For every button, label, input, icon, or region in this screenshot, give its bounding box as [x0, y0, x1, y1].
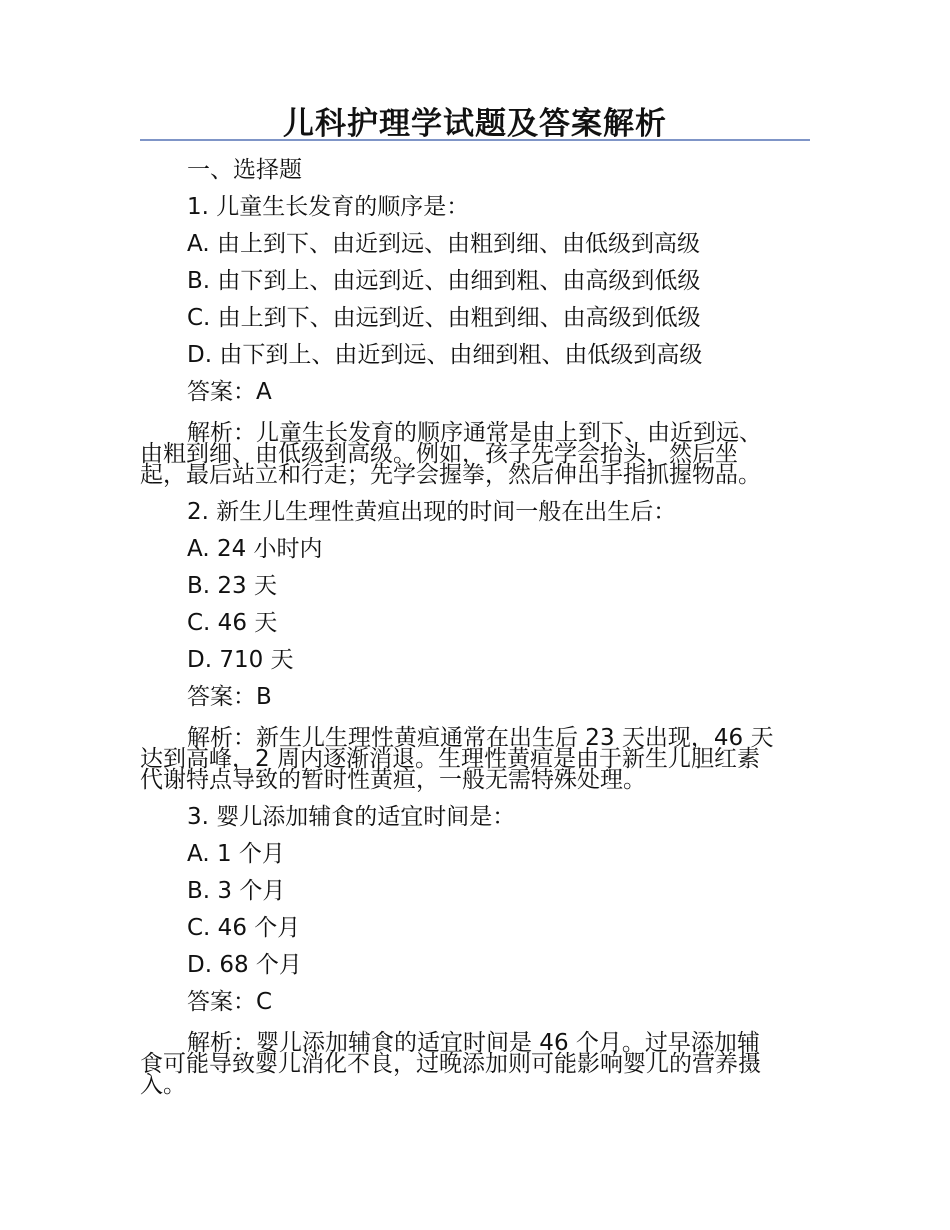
question-text: 2. 新生儿生理性黄疸出现的时间一般在出生后： [187, 499, 677, 525]
analysis-line: 解析：儿童生长发育的顺序通常是由上到下、由近到远、 [187, 420, 762, 446]
question-text: 1. 儿童生长发育的顺序是： [187, 194, 470, 220]
analysis-line: 代谢特点导致的暂时性黄疸，一般无需特殊处理。 [140, 767, 646, 793]
document-body [140, 152, 810, 1104]
question-block-2 [140, 494, 810, 799]
option-d: D. 由下到上、由近到远、由细到粗、由低级到高级 [187, 342, 703, 368]
question-block-1 [140, 189, 810, 494]
option-c: C. 由上到下、由远到近、由粗到细、由高级到低级 [187, 305, 701, 331]
option-a: A. 1 个月 [187, 841, 285, 867]
question-block-3 [140, 799, 810, 1104]
question-text: 3. 婴儿添加辅食的适宜时间是： [187, 804, 516, 830]
analysis-line: 解析：婴儿添加辅食的适宜时间是 46 个月。过早添加辅 [187, 1030, 760, 1056]
answer-text: 答案：A [187, 379, 272, 405]
analysis-line: 达到高峰，2 周内逐渐消退。生理性黄疸是由于新生儿胆红素 [140, 746, 760, 772]
option-d: D. 68 个月 [187, 952, 302, 978]
option-b: B. 23 天 [187, 573, 277, 599]
option-c: C. 46 天 [187, 610, 278, 636]
page-title: 儿科护理学试题及答案解析 [283, 106, 667, 142]
analysis-text [140, 411, 810, 494]
option-a: A. 24 小时内 [187, 536, 323, 562]
analysis-line: 起，最后站立和行走；先学会握拳，然后伸出手指抓握物品。 [140, 462, 761, 488]
option-c: C. 46 个月 [187, 915, 301, 941]
analysis-line: 食可能导致婴儿消化不良，过晚添加则可能影响婴儿的营养摄 [140, 1051, 761, 1077]
section-heading: 一、选择题 [187, 157, 302, 183]
analysis-line: 解析：新生儿生理性黄疸通常在出生后 23 天出现，46 天 [187, 725, 774, 751]
analysis-text [140, 716, 810, 799]
title-underline [140, 139, 810, 141]
answer-text: 答案：C [187, 989, 273, 1015]
analysis-line: 由粗到细、由低级到高级。例如，孩子先学会抬头，然后坐 [140, 441, 738, 467]
option-a: A. 由上到下、由近到远、由粗到细、由低级到高级 [187, 231, 700, 257]
option-b: B. 3 个月 [187, 878, 286, 904]
option-d: D. 710 天 [187, 647, 294, 673]
answer-text: 答案：B [187, 684, 272, 710]
analysis-text [140, 1021, 810, 1104]
analysis-line: 入。 [140, 1072, 186, 1098]
option-b: B. 由下到上、由远到近、由细到粗、由高级到低级 [187, 268, 701, 294]
